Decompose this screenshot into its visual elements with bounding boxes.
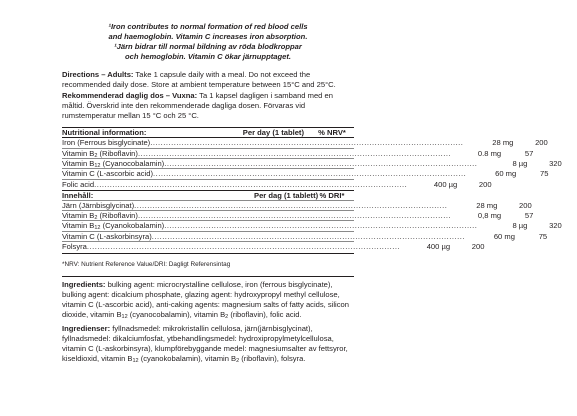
nutrition-en-amount-header: Per day (1 tablet) xyxy=(242,127,304,137)
dot-leader: ........................................................................................................................ xyxy=(164,159,478,169)
nutrient-amount: 400 µg xyxy=(433,179,458,189)
nutrient-name xyxy=(62,221,164,231)
nutrient-percent: 200 xyxy=(471,242,485,252)
dot-leader: ........................................................................................................................ xyxy=(164,221,478,231)
dot-leader: ........................................................................................................................ xyxy=(150,138,464,148)
nutrition-row xyxy=(62,138,548,148)
dot-leader: ........................................................................................................................ xyxy=(151,231,465,241)
dot-leader: ........................................................................................................................ xyxy=(134,200,448,210)
nutrient-percent: 320 xyxy=(549,221,562,231)
nutrient-percent: 75 xyxy=(538,231,548,241)
ingredients-sv-text: (cyanokobalamin), vitamin B xyxy=(138,354,237,364)
nutrition-row xyxy=(62,179,492,190)
nutrition-en-header xyxy=(62,128,354,138)
nutrition-row xyxy=(62,169,549,179)
claim-en-line-2: and haemoglobin. Vitamin C increases iron absorption. xyxy=(108,32,308,42)
directions-en-text: Take 1 capsule daily with a meal. Do not exceed the recommended daily dose. Store at ambient temperature between 15°C and 25°C. xyxy=(62,70,336,90)
supplement-label xyxy=(62,22,562,368)
dot-leader: ........................................................................................................................ xyxy=(86,242,401,252)
nutrient-amount: 60 mg xyxy=(495,169,517,179)
nutrient-name-part: Vitamin B xyxy=(62,148,95,158)
ingredients-en-text: bulking agent: microcrystalline cellulose, iron (ferrous bisglycinate), bulking agent: dicalcium phosphate, glazing agent: hydroxypropyl methyl cellulose, vitamin C (L-ascorbic acid), anti-caking agents: magnesium salts of fatty acids, silicon dioxide, vitamin B xyxy=(62,279,349,319)
claim-en-line-1: ¹Iron contributes to normal formation of red blood cells xyxy=(108,22,308,31)
nutrient-name xyxy=(62,149,138,159)
ingredients-en-text: (riboflavin), folic acid. xyxy=(228,309,302,319)
nutrition-sv-dri-header: % DRI* xyxy=(319,191,345,201)
ingredients-sv xyxy=(62,324,354,364)
nutrient-percent: 57 xyxy=(524,210,534,220)
subscript: 12 xyxy=(132,358,139,365)
nutrient-amount: 0,8 mg xyxy=(477,210,502,220)
nutrient-percent: 75 xyxy=(539,169,549,179)
nutrition-en-title: Nutritional information: xyxy=(62,127,147,137)
ingredients-en-text: (cyanocobalamin), vitamin B xyxy=(127,309,226,319)
nutrition-row xyxy=(62,242,485,252)
nutrient-name xyxy=(62,159,164,169)
nutrient-amount: 8 µg xyxy=(512,221,528,231)
directions-sv xyxy=(62,91,333,120)
ingredients-en xyxy=(62,280,354,320)
nutrient-name-part: (Cyanokobalamin) xyxy=(100,221,165,231)
nutrient-amount: 60 mg xyxy=(493,231,515,241)
ingredients-section xyxy=(62,276,354,365)
nutrition-table xyxy=(62,127,562,254)
nutrition-sv-header xyxy=(62,190,354,200)
nutrition-row xyxy=(62,210,534,221)
nutrient-name: Vitamin C (L-ascorbic acid) xyxy=(62,169,154,179)
nutrient-percent: 200 xyxy=(478,179,492,189)
directions-sv-text: Ta 1 kapsel dagligen i samband med en måltid. Överskrid inte den rekommenderade dagliga dosen. Förvaras vid rumstemperatur mellan 15 °C och 25 °C. xyxy=(62,90,333,120)
ingredients-sv-text: (riboflavin), folsyra. xyxy=(239,354,306,364)
nutrient-amount: 400 µg xyxy=(426,242,451,252)
nutrient-name: Folsyra xyxy=(62,242,87,252)
directions-en-label: Directions – Adults: xyxy=(62,70,134,80)
ingredients-en-label: Ingredients: xyxy=(62,279,106,289)
dot-leader: ........................................................................................................................ xyxy=(137,148,452,158)
subscript: 12 xyxy=(121,313,128,320)
nutrition-row xyxy=(62,159,562,170)
ingredients-sv-label: Ingredienser: xyxy=(62,324,111,333)
claim-sv-line-1: ¹Järn bidrar till normal bildning av röda blodkroppar xyxy=(114,42,302,52)
nutrient-name: Vitamin C (L-askorbinsyra) xyxy=(62,231,152,241)
subscript: 12 xyxy=(94,163,101,170)
directions-sv-label: Rekommenderad daglig dos – Vuxna: xyxy=(62,90,198,100)
nutrient-name-part: Vitamin B xyxy=(62,221,95,231)
health-claim xyxy=(62,22,354,62)
nutrient-name-part: (Riboflavin) xyxy=(97,148,138,158)
nutrient-amount: 28 mg xyxy=(476,200,498,210)
nutrient-name: Järn (Järnbisglycinat) xyxy=(62,200,135,210)
nutrient-percent: 320 xyxy=(549,159,562,169)
nutrition-row xyxy=(62,231,548,242)
nutrient-name-part: (Riboflavin) xyxy=(97,210,138,220)
subscript: 2 xyxy=(236,358,240,365)
subscript: 2 xyxy=(94,214,98,221)
subscript: 12 xyxy=(94,225,101,232)
dot-leader: ........................................................................................................................ xyxy=(137,210,452,220)
nutrition-en-nrv-header: % NRV* xyxy=(318,127,346,137)
dot-leader: ........................................................................................................................ xyxy=(94,179,408,189)
nutrition-sv-title: Innehåll: xyxy=(62,191,94,201)
nutrient-amount: 8 µg xyxy=(512,159,528,169)
dot-leader: ........................................................................................................................ xyxy=(153,169,467,179)
directions-section xyxy=(62,70,354,120)
nutrient-percent: 200 xyxy=(535,138,548,148)
nutrient-name-part: (Cyanocobalamin) xyxy=(100,159,165,169)
claim-sv-line-2: och hemoglobin. Vitamin C ökar järnupptaget. xyxy=(125,52,291,62)
nutrient-name-part: Vitamin B xyxy=(62,159,95,169)
nutrient-name xyxy=(62,211,138,221)
nrv-footnote: *NRV: Nutrient Reference Value/DRI: Dagligt Referensintag xyxy=(62,260,231,268)
nutrient-name: Iron (Ferrous bisglycinate) xyxy=(62,138,151,148)
subscript: 2 xyxy=(225,313,229,320)
nutrient-amount: 0.8 mg xyxy=(477,148,502,158)
nutrition-sv-amount-header: Per dag (1 tablett) xyxy=(254,191,319,201)
directions-en xyxy=(62,70,336,89)
ingredients-sv-text: fyllnadsmedel: mikrokristallin cellulosa, järn(järnbisglycinat), fyllnadsmedel: dikalciumfosfat, ytbehandlingsmedel: hydroxipropylmetylcellulosa, vitamin C (L-askorbinsyra), klumpförebyggande medel: magnesiumsalter av fettsyror, kiseldioxid, vitamin B xyxy=(62,324,348,364)
subscript: 2 xyxy=(94,152,98,159)
nutrient-percent: 57 xyxy=(524,148,534,158)
nutrient-amount: 28 mg xyxy=(492,138,514,148)
nutrient-name-part: Vitamin B xyxy=(62,210,95,220)
nutrient-name: Folic acid xyxy=(62,179,95,189)
nutrition-row xyxy=(62,221,562,232)
nutrient-percent: 200 xyxy=(519,200,532,210)
nutrition-row xyxy=(62,200,532,211)
nutrition-row xyxy=(62,148,534,159)
